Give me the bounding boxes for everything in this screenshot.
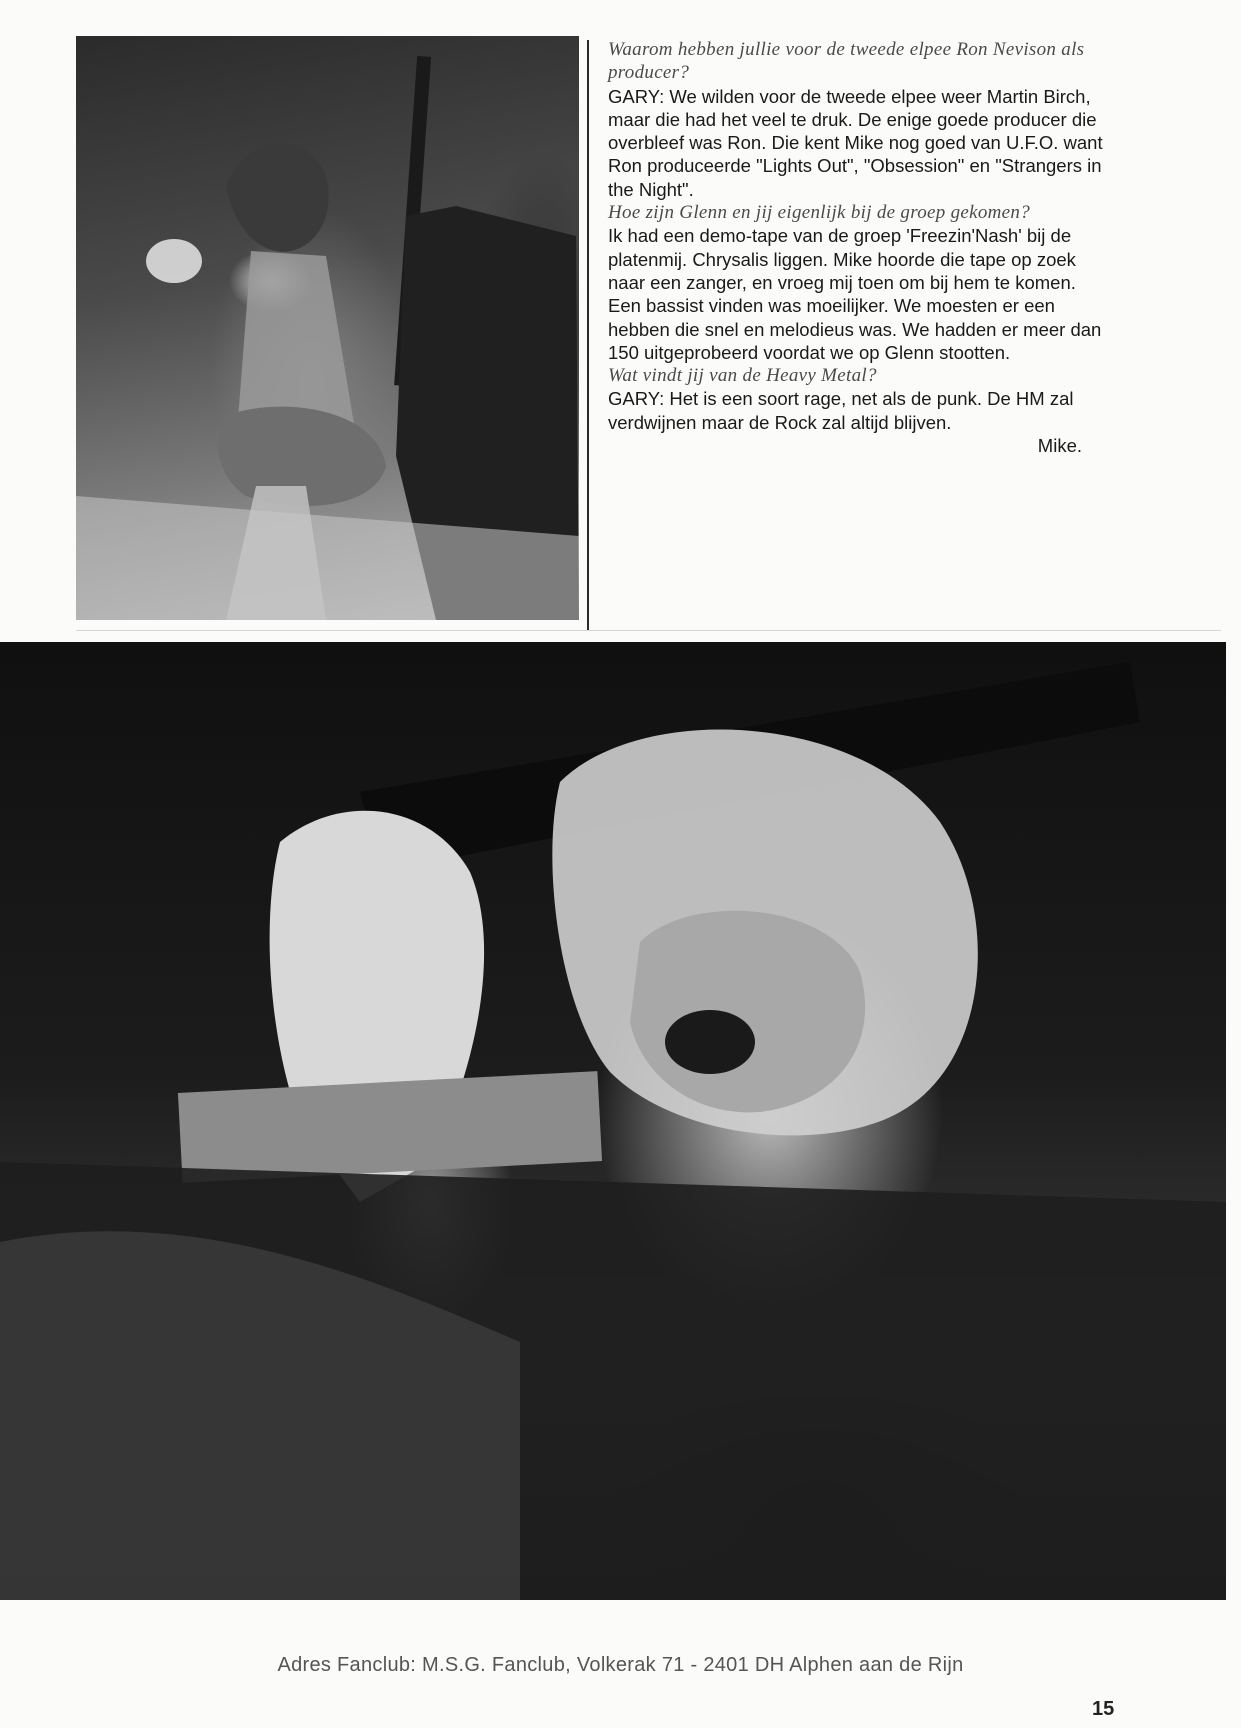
interview-text — [608, 38, 1108, 457]
interview-question: Hoe zijn Glenn en jij eigenlijk bij de groep gekomen? — [608, 202, 1031, 224]
concert-photo-singer — [0, 642, 1226, 1600]
interview-answer: Een bassist vinden was moeilijker. We moesten er een hebben die snel en melodieus was. We hadden er meer dan 150 uitgeprobeerd voordat we op Glenn stootten. — [608, 295, 1102, 363]
page-number: 15 — [1092, 1698, 1115, 1720]
concert-photo-illustration — [76, 36, 579, 620]
interview-answer: GARY: Het is een soort rage, net als de punk. De HM zal verdwijnen maar de Rock zal altijd blijven. — [608, 388, 1074, 433]
interview-question: Wat vindt jij van de Heavy Metal? — [608, 365, 877, 387]
author-signature: Mike. — [1037, 435, 1082, 457]
fanclub-address: Adres Fanclub: M.S.G. Fanclub, Volkerak 71 - 2401 DH Alphen aan de Rijn — [277, 1654, 964, 1676]
concert-photo-illustration — [0, 642, 1226, 1600]
section-rule — [76, 630, 1221, 631]
interview-answer: GARY: We wilden voor de tweede elpee weer Martin Birch, maar die had het veel te druk. De enige goede producer die overbleef was Ron. Die kent Mike nog goed van U.F.O. want Ron produceerde "Lights Out", "Obsession" en "Strangers in the Night". — [608, 85, 1103, 200]
column-divider — [587, 40, 589, 630]
concert-photo-guitarists — [76, 36, 579, 620]
interview-question: Waarom hebben jullie voor de tweede elpee Ron Nevison als producer? — [608, 39, 1085, 84]
interview-answer: Ik had een demo-tape van de groep 'Freezin'Nash' bij de platenmij. Chrysalis liggen. Mike hoorde die tape op zoek naar een zanger, en vroeg mij toen om bij hem te komen. — [608, 225, 1076, 293]
